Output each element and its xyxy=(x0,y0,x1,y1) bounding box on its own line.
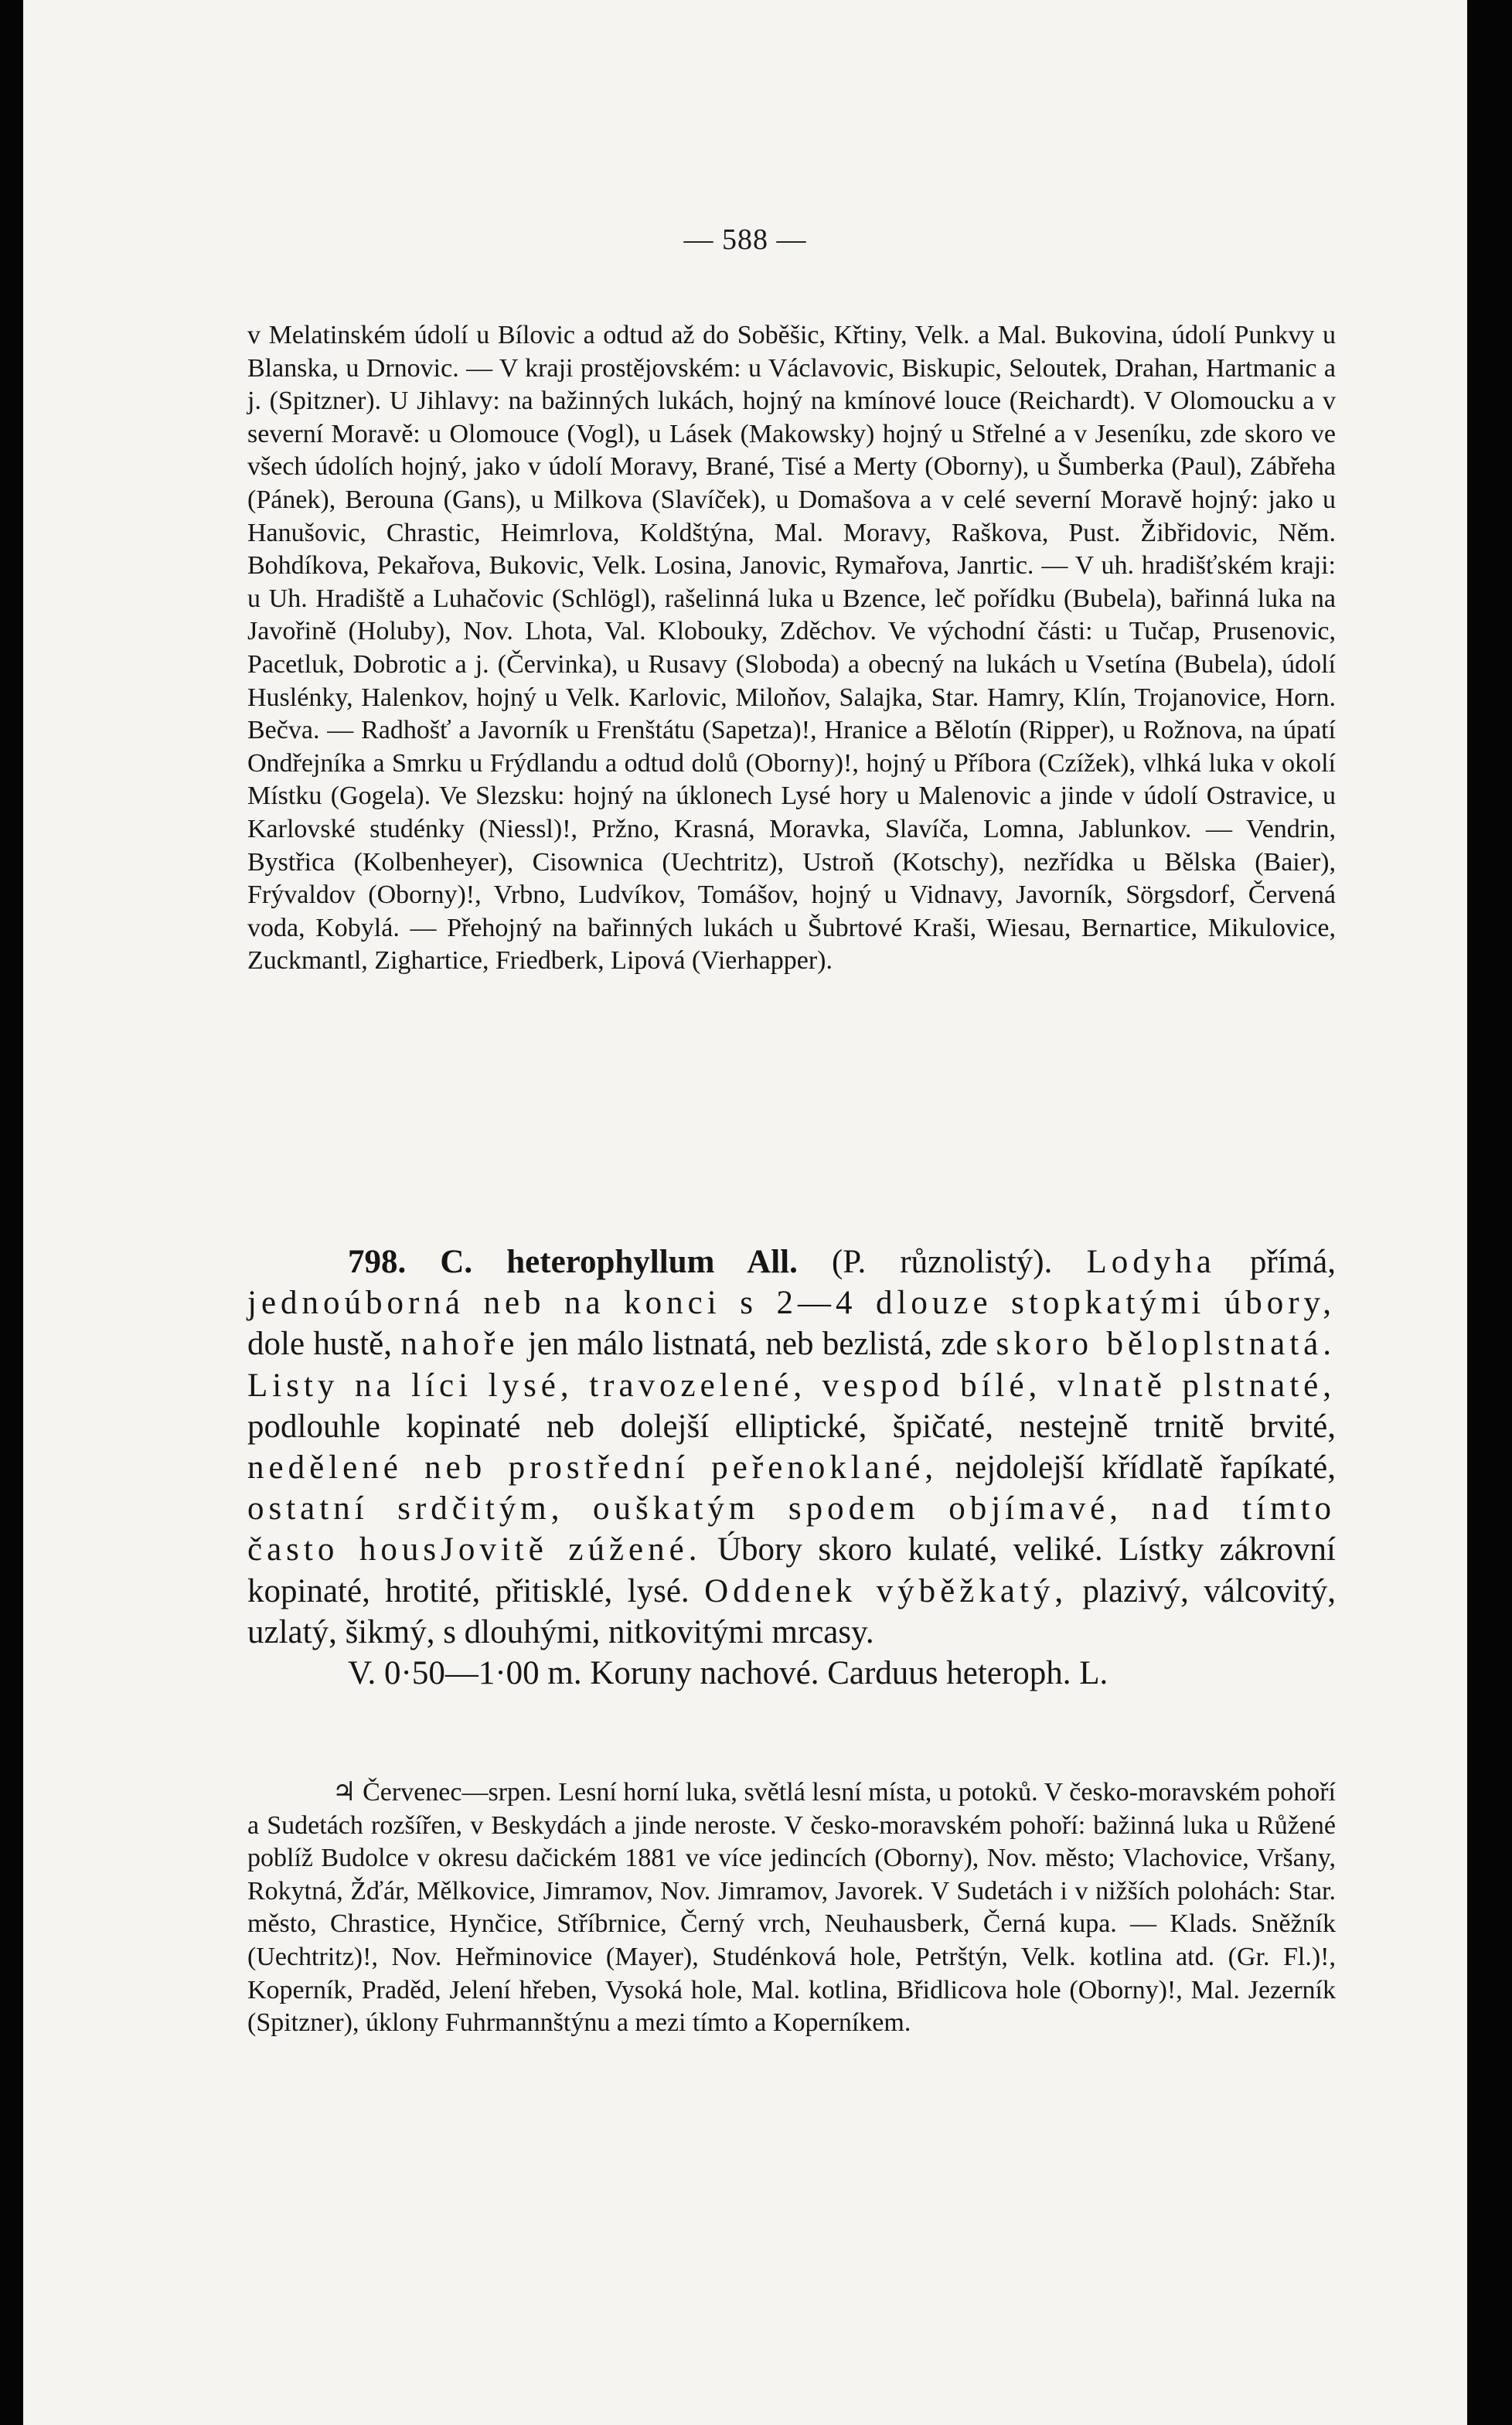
spaced-text-run: skoro běloplstnatá. Listy na líci lysé, travozelené, vespod bílé, vlnatě plstnaté, xyxy=(247,1326,1336,1404)
text-run: nejdolejší křídlatě řapíkaté, xyxy=(938,1449,1336,1487)
spaced-text-run: ostatní srdčitým, ouškatým spodem objímavé, nad tímto často housJovitě zúžené. xyxy=(247,1490,1336,1568)
spaced-text-run: nahoře xyxy=(400,1326,519,1363)
species-common-name: (P. různolistý). xyxy=(831,1244,1053,1280)
species-description-text xyxy=(247,1244,1336,1650)
paragraph-distribution-previous: v Melatinském údolí u Bílovic a odtud až do Soběšic, Křtiny, Velk. a Mal. Bukovina, údolí Punkvy u Blanska, u Drnovic. — V kraji prostějovském: u Václavovic, Biskupic, Seloutek, Drahan, Hartmanic a j. (Spitzner). U Jihlavy: na bažinných lukách, hojný na kmínové louce (Reichardt). V Olomoucku a v severní Moravě: u Olomouce (Vogl), u Lásek (Makowsky) hojný u Střelné a v Jeseníku, zde skoro ve všech údolích hojný, jako v údolí Moravy, Brané, Tisé a Merty (Oborny), u Šumberka (Paul), Zábřeha (Pánek), Berouna (Gans), u Milkova (Slavíček), u Domašova a v celé severní Moravě hojný: jako u Hanušovic, Chrastic, Heimrlova, Koldštýna, Mal. Moravy, Raškova, Pust. Žibřidovic, Něm. Bohdíkova, Pekařova, Bukovic, Velk. Losina, Janovic, Rymařova, Janrtic. — V uh. hradišťském kraji: u Uh. Hradiště a Luhačovic (Schlögl), rašelinná luka u Bzence, leč pořídku (Bubela), bařinná luka na Javořině (Holuby), Nov. Lhota, Val. Klobouky, Zděchov. Ve východní části: u Tučap, Prusenovic, Pacetluk, Dobrotic a j. (Červinka), u Rusavy (Sloboda) a obecný na lukách u Vsetína (Bubela), údolí Huslénky, Halenkov, hojný u Velk. Karlovic, Miloňov, Salajka, Star. Hamry, Klín, Trojanovice, Horn. Bečva. — Radhošť a Javorník u Frenštátu (Sapetza)!, Hranice a Bělotín (Ripper), u Rožnova, na úpatí Ondřejníka a Smrku u Frýdlandu a odtud dolů (Oborny)!, hojný u Příbora (Czížek), vlhká luka v okolí Místku (Gogela). Ve Slezsku: hojný na úklonech Lysé hory u Malenovic a jinde v údolí Ostravice, u Karlovské studénky (Niessl)!, Pržno, Krasná, Moravka, Slavíča, Lomna, Jablunkov. — Vendrin, Bystřica (Kolbenheyer), Cisownica (Uechtritz), Ustroň (Kotschy), nezřídka u Bělska (Baier), Frývaldov (Oborny)!, Vrbno, Ludvíkov, Tomášov, hojný u Vidnavy, Javorník, Sörgsdorf, Červená voda, Kobylá. — Přehojný na bařinných lukách u Šubrtové Kraši, Wiesau, Bernartice, Mikulovice, Zuckmantl, Zighartice, Friedberk, Lipová (Vierhapper). xyxy=(247,321,1336,976)
species-size-line: V. 0·50—1·00 m. Koruny nachové. Carduus heteroph. L. xyxy=(348,1655,1108,1692)
spaced-text-run: Lodyha xyxy=(1086,1244,1216,1280)
spaced-text-run: nedělené neb prostřední peřenoklané, xyxy=(247,1449,938,1487)
text-run: jen málo listnatá, neb bezlistá, zde xyxy=(519,1326,996,1363)
paragraph-flowering-distribution xyxy=(247,1776,1336,2040)
flowering-distribution-text: ♃ Červenec—srpen. Lesní horní luka, světlá lesní místa, u potoků. V česko-moravském pohoří a Sudetách rozšířen, v Beskydách a jinde neroste. V česko-moravském pohoří: bažinná luka u Růžené poblíž Budolce v okresu dačickém 1881 ve více jedincích (Oborny), Nov. město; Vlachovice, Vršany, Rokytná, Žďár, Mělkovice, Jimramov, Nov. Jimramov, Javorek. V Sudetách i v nižších polohách: Star. město, Chrastice, Hynčice, Stříbrnice, Černý vrch, Neuhausberk, Černá kupa. — Klads. Sněžník (Uechtritz)!, Nov. Heřminovice (Mayer), Studénková hole, Petrštýn, Velk. kotlina atd. (Gr. Fl.)!, Koperník, Praděd, Jelení hřeben, Vysoká hole, Mal. kotlina, Břidlicova hole (Oborny)!, Mal. Jezerník (Spitzner), úklony Fuhrmannštýnu a mezi tímto a Koperníkem. xyxy=(247,1778,1336,2038)
page xyxy=(23,0,1467,2425)
species-description xyxy=(247,1241,1336,1694)
text-run: dole hustě, xyxy=(247,1326,401,1363)
text-run xyxy=(1052,1244,1086,1280)
text-run: přímá, xyxy=(1215,1244,1336,1280)
text-run: Úbory skoro kulaté, veliké. Lístky zákrovní kopinaté, hrotité, přitisklé, lysé. xyxy=(247,1531,1337,1609)
spaced-text-run: jednoúborná neb na konci s 2—4 dlouze stopkatými úbory, xyxy=(247,1285,1336,1322)
spaced-text-run: Oddenek výběžkatý, xyxy=(704,1572,1068,1609)
species-number: 798. xyxy=(348,1244,407,1280)
page-number: — 588 — xyxy=(683,223,807,256)
text-run: podlouhle kopinaté neb dolejší elliptické, špičaté, nestejně trnitě brvité, xyxy=(247,1408,1336,1445)
text-run: plazivý, válcovitý, uzlatý, šikmý, s dlouhými, nitkovitými mrcasy. xyxy=(247,1572,1336,1650)
species-name: C. heterophyllum All. xyxy=(440,1244,798,1280)
